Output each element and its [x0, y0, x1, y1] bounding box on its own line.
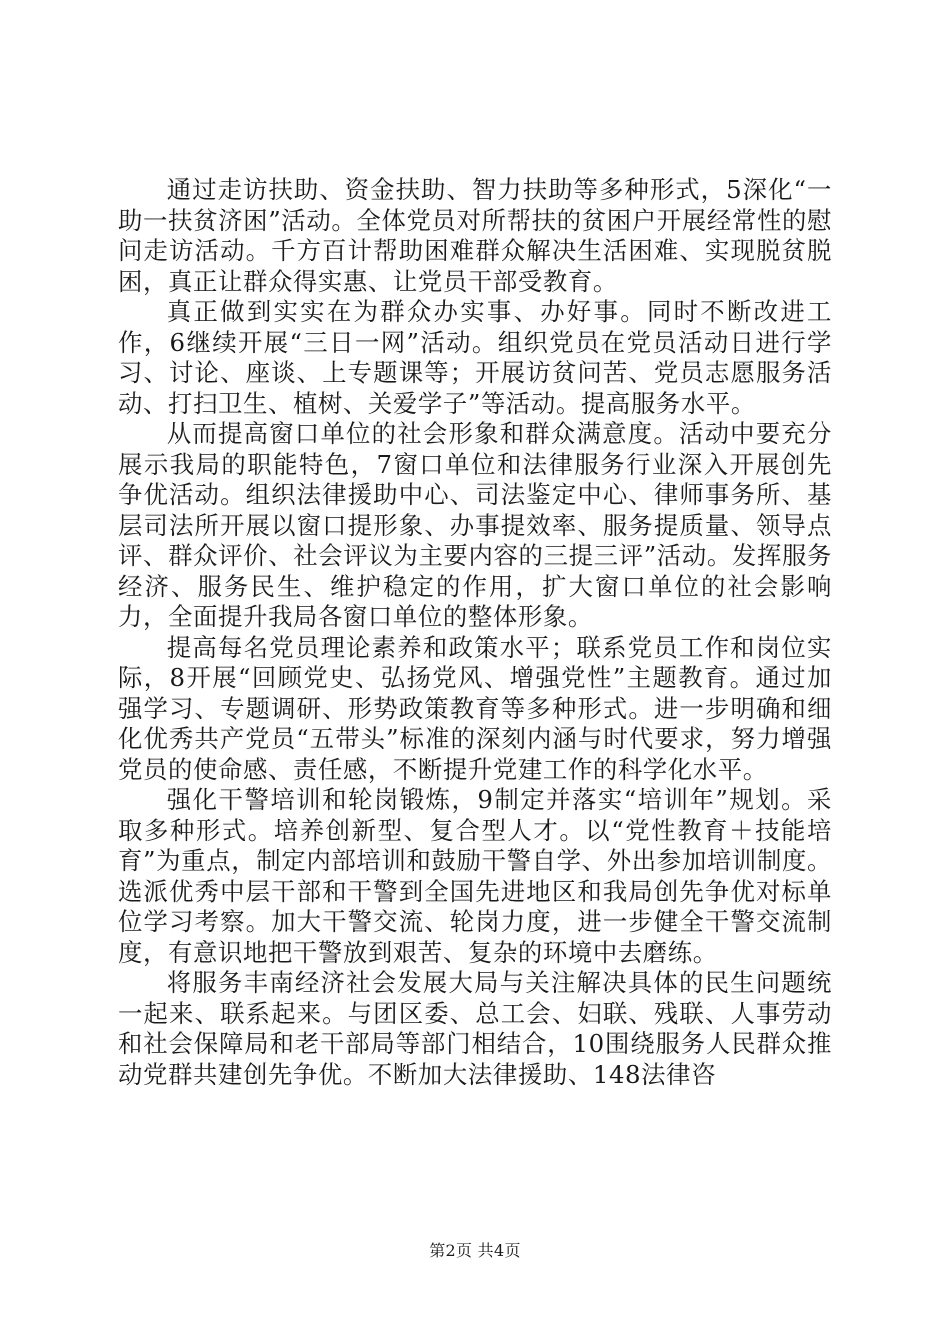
document-body: [118, 175, 832, 1090]
paragraph-7: 从而提高窗口单位的社会形象和群众满意度。活动中要充分展示我局的职能特色，7窗口单位和法律服务行业深入开展创先争优活动。组织法律援助中心、司法鉴定中心、律师事务所、基层司法所开展以窗口提形象、办事提效率、服务提质量、领导点评、群众评价、社会评议为主要内容的三提三评”活动。发挥服务经济、服务民生、维护稳定的作用，扩大窗口单位的社会影响力，全面提升我局各窗口单位的整体形象。: [118, 419, 832, 631]
paragraph-8: 提高每名党员理论素养和政策水平；联系党员工作和岗位实际，8开展“回顾党史、弘扬党风、增强党性”主题教育。通过加强学习、专题调研、形势政策教育等多种形式。进一步明确和细化优秀共产党员“五带头”标准的深刻内涵与时代要求，努力增强党员的使命感、责任感，不断提升党建工作的科学化水平。: [118, 632, 832, 784]
paragraph-5: 通过走访扶助、资金扶助、智力扶助等多种形式，5深化“一助一扶贫济困”活动。全体党员对所帮扶的贫困户开展经常性的慰问走访活动。千方百计帮助困难群众解决生活困难、实现脱贫脱困，真正让群众得实惠、让党员干部受教育。: [118, 175, 832, 296]
paragraph-9: 强化干警培训和轮岗锻炼，9制定并落实“培训年”规划。采取多种形式。培养创新型、复合型人才。以“党性教育＋技能培育”为重点，制定内部培训和鼓励干警自学、外出参加培训制度。选派优秀中层干部和干警到全国先进地区和我局创先争优对标单位学习考察。加大干警交流、轮岗力度，进一步健全干警交流制度，有意识地把干警放到艰苦、复杂的环境中去磨练。: [118, 785, 832, 967]
paragraph-10: 将服务丰南经济社会发展大局与关注解决具体的民生问题统一起来、联系起来。与团区委、总工会、妇联、残联、人事劳动和社会保障局和老干部局等部门相结合，10围绕服务人民群众推动党群共建创先争优。不断加大法律援助、148法律咨: [118, 968, 832, 1089]
paragraph-6: 真正做到实实在为群众办实事、办好事。同时不断改进工作，6继续开展“三日一网”活动。组织党员在党员活动日进行学习、讨论、座谈、上专题课等；开展访贫问苦、党员志愿服务活动、打扫卫生、植树、关爱学子”等活动。提高服务水平。: [118, 297, 832, 418]
page-footer: 第2页 共4页: [429, 1241, 521, 1260]
